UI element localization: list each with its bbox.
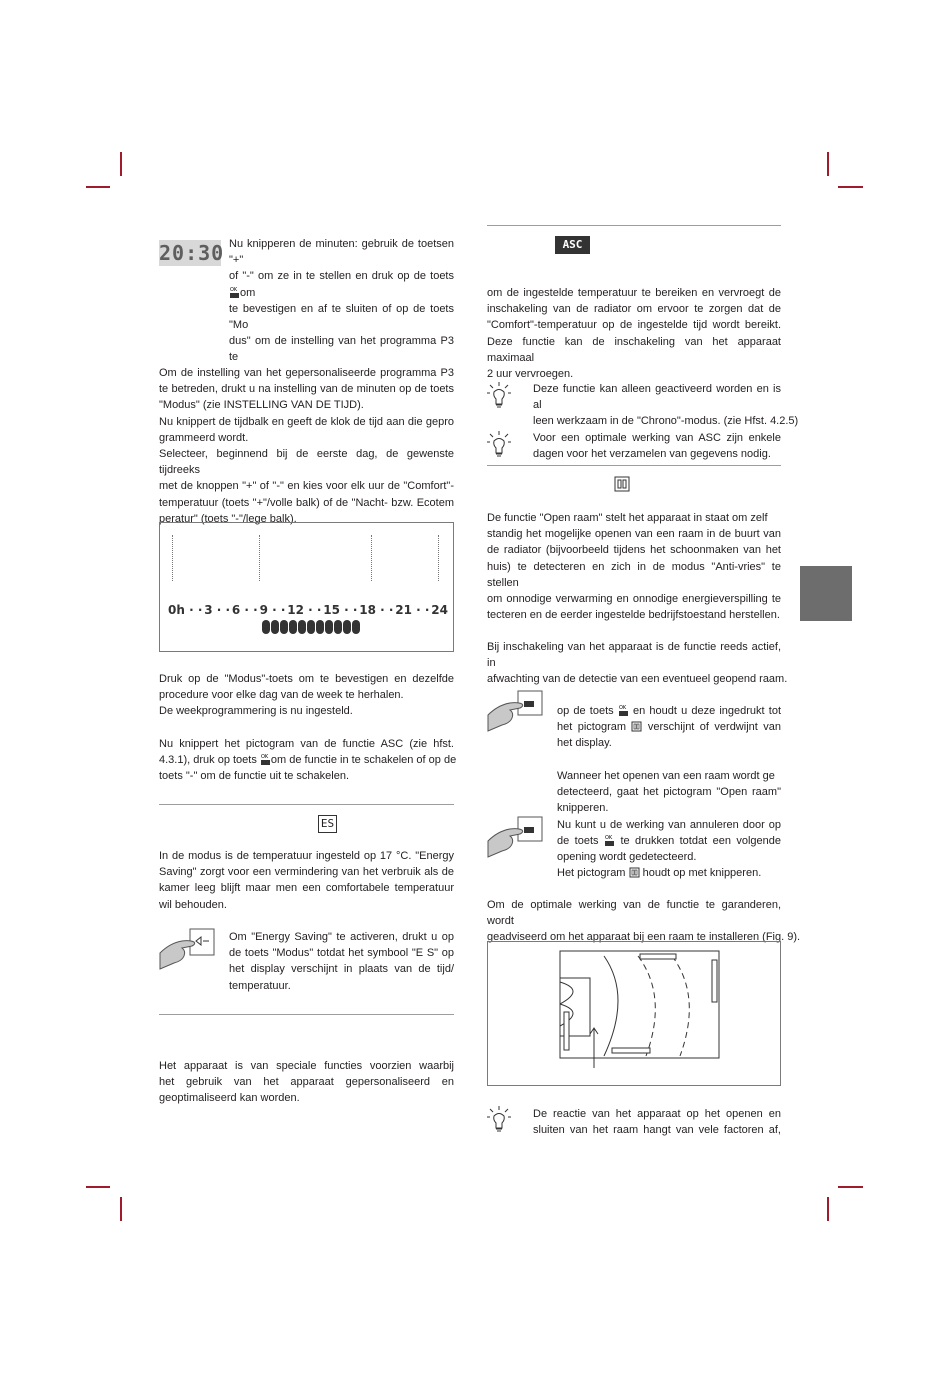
asc-symbol-icon: ASC (555, 236, 590, 254)
ok-key-icon (229, 286, 240, 299)
section-rule (159, 1014, 454, 1015)
open-window-icon (614, 476, 630, 492)
timebar-segment (271, 620, 279, 634)
p3-paragraph: Om de instelling van het gepersonaliseerde programma P3 te betreden, drukt u na instelling van de minuten op de toets "Modus" (zie INSTELLING VAN DE TIJD). Nu knippert de tijdbalk en geeft de klok de tijd aan die gepro grammeerd wordt. Selecteer, beginnend bij de eerste dag, de gewenste tijdreeks met de knoppen "+" of "-" en kies voor elk uur de "Comfort"- temperatuur (toets "+"/volle balk) of de "Nacht- bzw. Ecotem peratur" (toets "-"/lege balk). (159, 367, 454, 525)
timebar-segment (289, 620, 297, 634)
timebar-segment (307, 620, 315, 634)
timebar-segment (352, 620, 360, 634)
crop-mark (827, 152, 829, 176)
timebar-segment (334, 620, 342, 634)
restore-line: tecteren en de eerder ingestelde bedrijfstoestand herstellen. (487, 609, 780, 621)
timebar-segment (262, 620, 270, 634)
timebar-tick (371, 535, 372, 581)
crop-mark (86, 186, 110, 188)
lightbulb-tip-icon (487, 431, 511, 459)
lcd-display: 20:30 (159, 241, 225, 265)
ok-key-icon (618, 704, 629, 717)
section-rule (487, 225, 781, 226)
tip-asc-days: Voor een optimale werking van ASC zijn enkele dagen voor het verzamelen van gegevens nodig. (533, 432, 781, 461)
crop-mark (86, 1186, 110, 1188)
crop-mark (838, 1186, 863, 1188)
tip-reaction: De reactie van het apparaat op het openen en sluiten van het raam hangt van vele factoren af, (533, 1108, 781, 1137)
timebar-segments (262, 620, 360, 634)
crop-mark (827, 1197, 829, 1221)
tip-chrono: Deze functie kan alleen geactiveerd worden en is al leen werkzaam in de "Chrono"-modus. (zie Hfst. 4.2.5) (533, 383, 799, 428)
timebar-segment (298, 620, 306, 634)
press-ok-paragraph: op de toets OK en houdt u deze ingedrukt tot het pictogram verschijnt of verdwijnt van het display. (557, 705, 782, 750)
install-advice-paragraph: Om de optimale werking van de functie te garanderen, wordt geadviseerd om het apparaat bij een raam te installeren (Fig. 9). (487, 899, 801, 944)
timebar-figure (159, 522, 454, 652)
timebar-segment (325, 620, 333, 634)
timebar-label: 3 · · (204, 603, 231, 617)
timebar-tick (438, 535, 439, 581)
ok-key-icon (604, 834, 615, 847)
timebar-tick (172, 535, 173, 581)
crop-mark (120, 152, 122, 176)
special-functions-paragraph: Het apparaat is van speciale functies voorzien waarbij het gebruik van het apparaat gepersonaliseerd en geoptimaliseerd kan worden. (159, 1060, 454, 1105)
timebar-label: 18 · · (359, 603, 394, 617)
asc-blink-paragraph: Nu knippert het pictogram van de functie ASC (zie hfst. 4.3.1), druk op toets OK om de functie in te schakelen of op de toets "-" om de functie uit te schakelen. (159, 738, 457, 783)
svg-text:OK: OK (618, 705, 627, 711)
timebar-label: 15 · · (323, 603, 358, 617)
timebar-label: 6 · · (231, 603, 258, 617)
es-symbol-icon: ES (318, 815, 337, 833)
timebar-label: 21 · · (395, 603, 430, 617)
timebar-label: 12 · · (287, 603, 322, 617)
room-floorplan (488, 942, 780, 1085)
asc-paragraph: om de ingestelde temperatuur te bereiken en vervroegt de inschakeling van de radiator om ervoor te zorgen dat de "Comfort"-temperatuur op de ingestelde tijd wordt bereikt. Deze functie kan de inschakeling van het apparaat maximaal 2 uur vervroegen. (487, 287, 781, 381)
svg-text:OK: OK (604, 834, 613, 841)
detected-paragraph: Wanneer het openen van een raam wordt ge detecteerd, gaat het pictogram "Open raam" knipperen. Nu kunt u de werking van annuleren door op de toets OK te drukken totdat een volgende opening wordt gedetecteerd. Het pictogram houdt op met knipperen. (557, 770, 782, 880)
timebar-segment (280, 620, 288, 634)
timebar-label: 9 · · (259, 603, 286, 617)
svg-text:OK: OK (260, 754, 269, 761)
section-rule (487, 465, 781, 466)
ok-key-icon (260, 753, 271, 766)
active-paragraph: Bij inschakeling van het apparaat is de functie reeds actief, in afwachting van de detectie van een eventueel geopend raam. (487, 641, 788, 686)
lightbulb-tip-icon (487, 382, 511, 410)
timebar-label: 0h · · (168, 603, 203, 617)
timebar-segment (343, 620, 351, 634)
timebar-segment (316, 620, 324, 634)
es-paragraph: In de modus is de temperatuur ingesteld op 17 °C. "Energy Saving" zorgt voor een vermindering van het verbruik als de kamer leeg blijft maar men een comfortabele temperatuur wil behouden. (159, 850, 454, 911)
hand-press-ok-icon (486, 689, 546, 737)
timebar-labels (168, 603, 448, 617)
minutes-text: Nu knipperen de minuten: gebruik de toetsen "+" of "-" om ze in te stellen en druk op de toets OK om te bevestigen en af te sluiten of op de toets "Mo dus" om de instelling van het programma P3 te (229, 238, 454, 364)
lightbulb-tip-icon (487, 1106, 511, 1134)
open-window-icon (631, 720, 642, 733)
chapter-tab (800, 566, 852, 621)
section-rule (159, 804, 454, 805)
svg-text:OK: OK (230, 286, 238, 293)
timebar-label: 24 (431, 603, 448, 617)
open-window-paragraph: De functie "Open raam" stelt het apparaat in staat om zelf standig het mogelijke openen van een raam in de buurt van de radiator (bijvoorbeeld tijdens het schoonmaken van het huis) te detecteren en zich in de modus "Anti-vries" te stellen om onnodige verwarming en onnodige energieverspilling te (487, 512, 781, 606)
timebar-tick (259, 535, 260, 581)
crop-mark (838, 186, 863, 188)
room-figure (487, 941, 781, 1086)
after-bar-paragraph: Druk op de "Modus"-toets om te bevestigen en dezelfde procedure voor elke dag van de week te herhalen. De weekprogrammering is nu ingesteld. (159, 673, 454, 718)
es-activate-paragraph: Om "Energy Saving" te activeren, drukt u op de toets "Modus" totdat het symbool "E S" op het display verschijnt in plaats van de tijd/ temperatuur. (229, 931, 454, 992)
hand-press-ok-icon (486, 815, 546, 863)
open-window-icon (629, 866, 640, 879)
crop-mark (120, 1197, 122, 1221)
hand-press-mode-icon (158, 927, 218, 977)
